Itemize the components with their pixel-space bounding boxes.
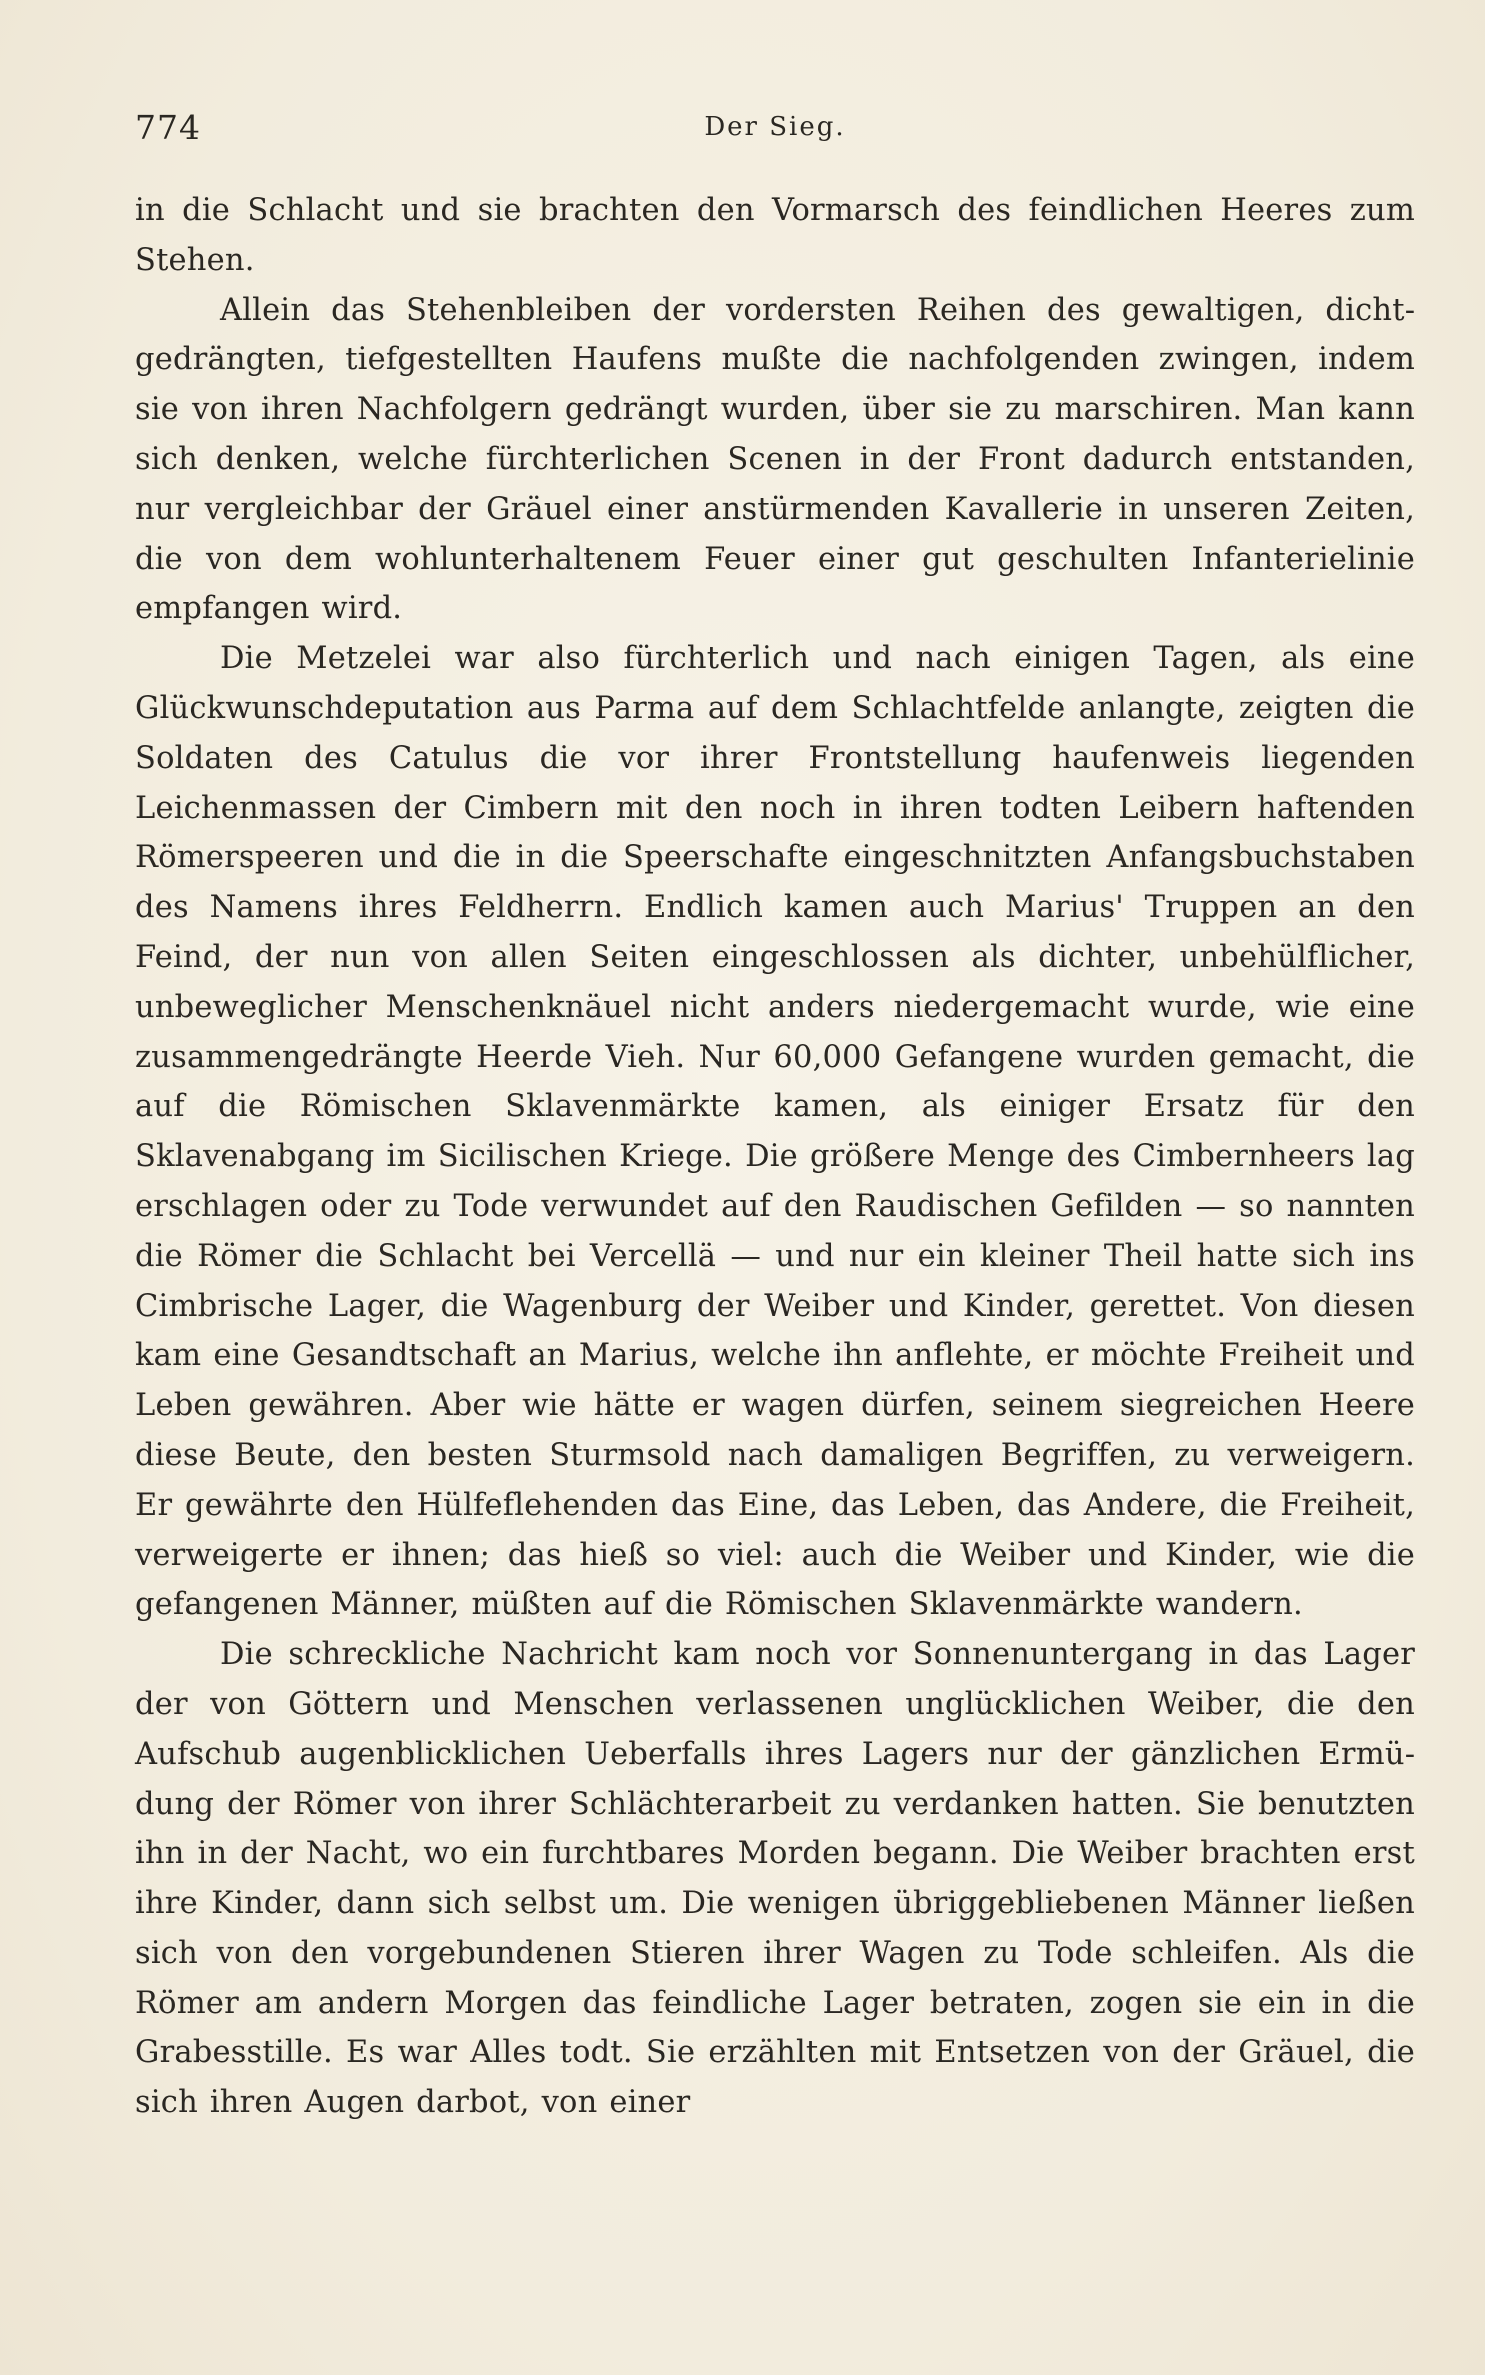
body-text: [135, 186, 1415, 2128]
paragraph-continuation: in die Schlacht und sie brachten den Vormarsch des feindlichen Heeres zum Stehen.: [135, 193, 1415, 278]
paragraph-metzelei: Die Metzelei war also fürchterlich und nach einigen Tagen, als eine Glückwunschdeputation aus Parma auf dem Schlachtfelde anlangte, zeigten die Soldaten des Catulus die vor ihrer Frontstellung haufenweis liegenden Leichenmassen der Cimbern mit den noch in ihren todten Leibern haftenden Römerspeeren und die in die Speerschafte eingeschnitzten Anfangsbuchstaben des Namens ihres Feldherrn. Endlich kamen auch Marius' Truppen an den Feind, der nun von allen Seiten eingeschlossen als dichter, unbehülflicher, unbeweglicher Menschenknäuel nicht anders niedergemacht wurde, wie eine zusammengedrängte Heerde Vieh. Nur 60,000 Gefangene wurden gemacht, die auf die Römischen Sklavenmärkte kamen, als einiger Ersatz für den Sklavenabgang im Sicilischen Kriege. Die größere Menge des Cimbernheers lag erschlagen oder zu Tode verwundet auf den Raudischen Gefilden — so nannten die Römer die Schlacht bei Vercellä — und nur ein kleiner Theil hatte sich ins Cimbrische Lager, die Wagenburg der Weiber und Kinder, gerettet. Von diesen kam eine Gesandtschaft an Marius, welche ihn anflehte, er möchte Freiheit und Leben gewähren. Aber wie hätte er wagen dürfen, seinem siegreichen Heere diese Beute, den besten Sturmsold nach damaligen Begriffen, zu verweigern. Er gewährte den Hülfeflehenden das Eine, das Leben, das Andere, die Freiheit, verweigerte er ihnen; das hieß so viel: auch die Weiber und Kinder, wie die gefangenen Männer, müßten auf die Römischen Sklavenmärkte wandern.: [135, 641, 1415, 1623]
page-number: 774: [135, 108, 201, 147]
paragraph-nachricht: Die schreckliche Nachricht kam noch vor Sonnenuntergang in das Lager der von Göttern und Menschen verlassenen unglücklichen Weiber, die den Aufschub augenblicklichen Ueberfalls ihres Lagers nur der gänzlichen Ermüdung der Römer von ihrer Schlächterarbeit zu verdanken hatten. Sie benutzten ihn in der Nacht, wo ein furchtbares Morden begann. Die Weiber brachten erst ihre Kinder, dann sich selbst um. Die wenigen übriggebliebenen Männer ließen sich von den vorgebundenen Stieren ihrer Wagen zu Tode schleifen. Als die Römer am andern Morgen das feindliche Lager betraten, zogen sie ein in die Grabesstille. Es war Alles todt. Sie erzählten mit Entsetzen von der Gräuel, die sich ihren Augen darbot, von einer: [135, 1637, 1415, 2121]
paragraph-stehenbleiben: Allein das Stehenbleiben der vordersten Reihen des gewaltigen, dichtgedrängten, tiefgestellten Haufens mußte die nachfolgenden zwingen, indem sie von ihren Nachfolgern gedrängt wurden, über sie zu marschiren. Man kann sich denken, welche fürchterlichen Scenen in der Front dadurch entstanden, nur vergleichbar der Gräuel einer anstürmenden Kavallerie in unseren Zeiten, die von dem wohlunterhaltenem Feuer einer gut geschulten Infanterielinie empfangen wird.: [135, 292, 1415, 627]
running-title: Der Sieg.: [704, 112, 846, 142]
page-header: [135, 108, 1415, 158]
